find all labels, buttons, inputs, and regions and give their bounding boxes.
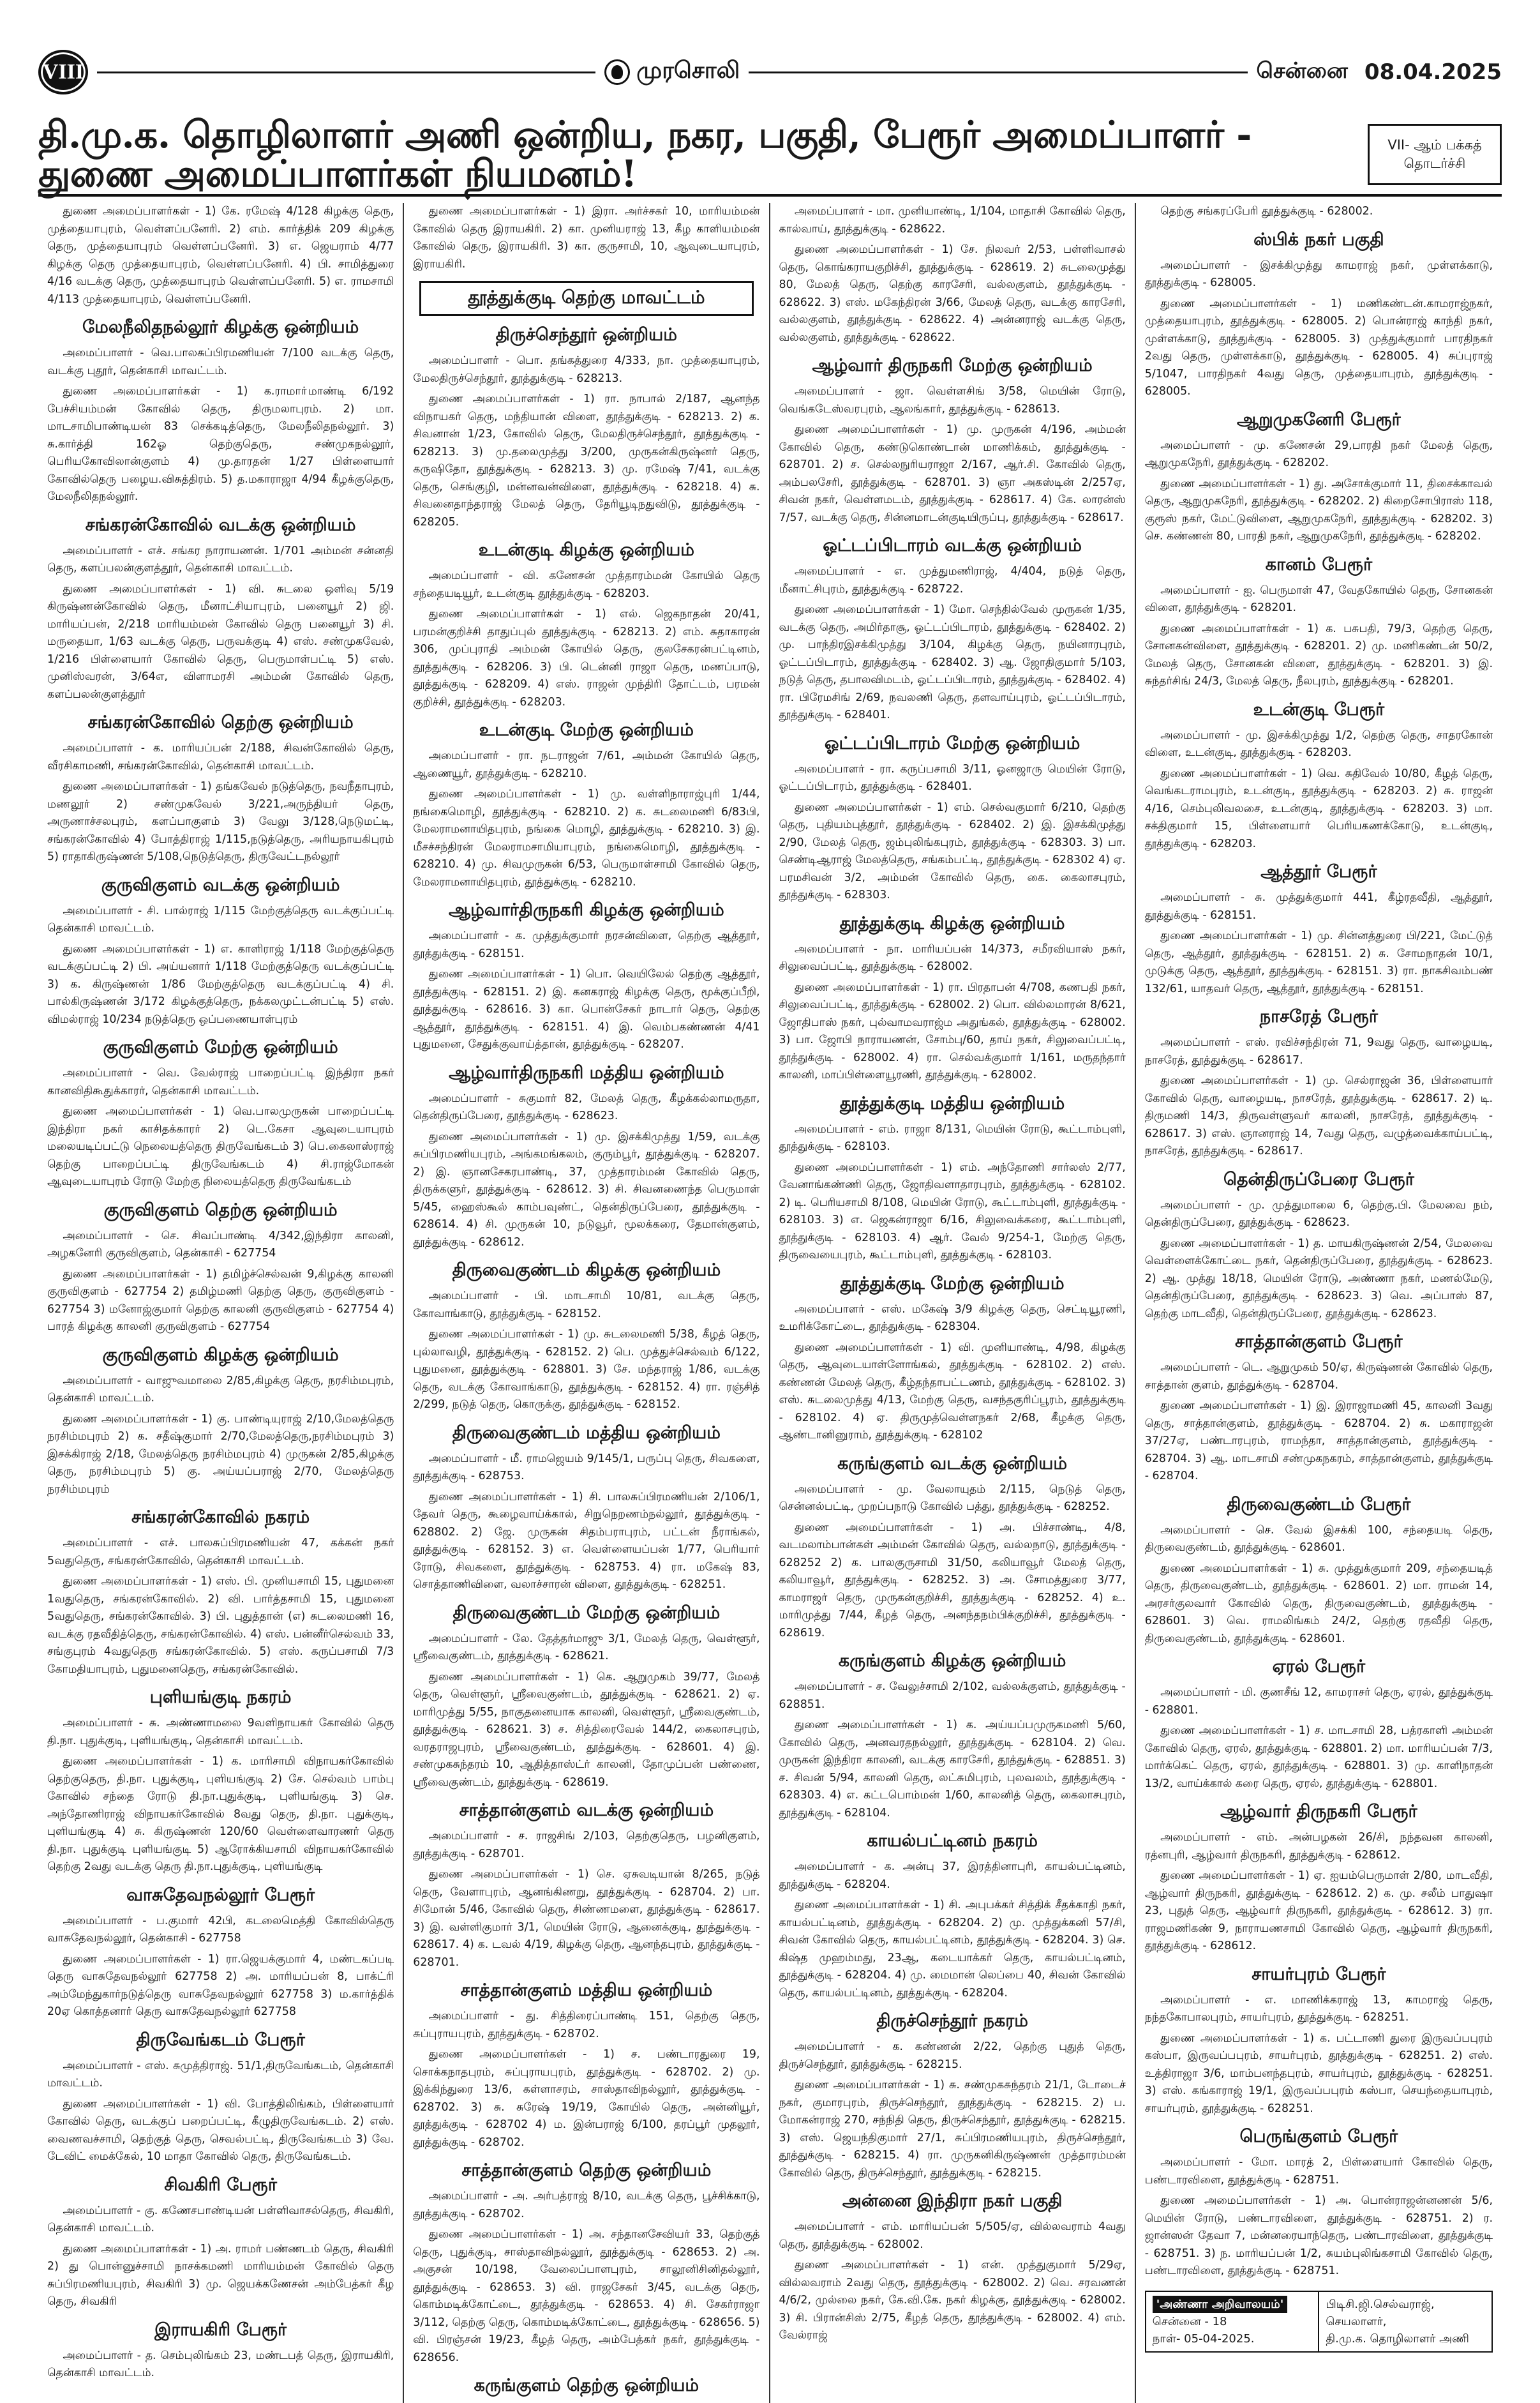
appointment-entry: துணை அமைப்பாளர்கள் - 1) வெ.பாலமுருகன் பாறைப்பட்டி இந்திரா நகர் காசிதக்காரர் 2) டெ.கேசா ஆவுடையாபுரம் மலையடிப்பட்டு நெலையத்தெரு திருவேங்கடம் 3) பெ.கைலாஸ்ராஜ் தெற்கு பாறைப்பட்டி திருவேங்கடம் 4) சி.ராஜ்மோகன் ஆவுடையாபுரம் ரோடு மேற்கு நிலையத்தெரு திருவேங்கடம் xyxy=(47,1105,394,1188)
appointment-entry: துணை அமைப்பாளர்கள் - 1) எல். ஜெகநாதன் 20/41, பரமன்குறிச்சி தாதுப்புல் தூத்துக்குடி - 628213. 2) எம். சுதாகாரன் 306, முப்புராதி அம்மன் கோயில் தெரு, குலசேகரன்பட்டினம், தூத்துக்குடி - 628206. 3) பி. டென்னி ராஜா தெரு, மணப்பாடு, தூத்துக்குடி - 628209. 4) எஸ். ராஜன் முந்திரி தோட்டம், பரமன் குறிச்சி, தூத்துக்குடி - 628203. xyxy=(413,608,760,709)
section-heading: குருவிகுளம் மேற்கு ஒன்றியம் xyxy=(103,1037,338,1057)
masthead-title: முரசொலி xyxy=(636,57,740,84)
appointment-entry: அமைப்பாளர் - சு. அண்ணாமலை 9வளிநாயகர் கோவில் தெரு தி.நா. புதுக்குடி, புளியங்குடி, தென்காசி மாவட்டம். xyxy=(47,1717,394,1747)
appointment-entry: அமைப்பாளர் - வாஜுவமாலை 2/85,கிழக்கு தெரு, நரசிம்மபுரம், தென்காசி மாவட்டம். xyxy=(47,1374,394,1405)
appointment-entry: துணை அமைப்பாளர்கள் - 1) இரா. அர்ச்சகர் 10, மாரியம்மன் கோவில் தெரு இராயகிரி. 2) கா. முனியராஜ் 13, கீழ காளியம்மன் கோவில் தெரு, இராயகிரி. 3) கா. குருசாமி, 10, ஆவுடையாபுரம், இராயகிரி. xyxy=(413,205,760,271)
appointment-entry: துணை அமைப்பாளர்கள் - 1) ச. மாடசாமி 28, பத்ரகாளி அம்மன் கோவில் தெரு, ஏரல், தூத்துக்குடி - 628801. 2) மா. மாரியப்பன் 7/3, மார்க்கெட் தெரு, ஏரல், தூத்துக்குடி - 628801. 3) மு. காளிநாதன் 13/2, வாய்க்கால் கரை தெரு, ஏரல், தூத்துக்குடி - 628801. xyxy=(1144,1724,1493,1790)
section-heading: கருங்குளம் தெற்கு ஒன்றியம் xyxy=(474,2376,699,2395)
signatory-title: செயலாளர், xyxy=(1326,2314,1387,2328)
section-heading: ஆழ்வார் திருநகரி மேற்கு ஒன்றியம் xyxy=(812,356,1093,375)
section-heading: ஆழ்வார்திருநகரி கிழக்கு ஒன்றியம் xyxy=(448,900,724,920)
appointment-entry: அமைப்பாளர் - எச். பாலசுப்பிரமணியன் 47, கக்கன் நகர் 5வதுதெரு, சங்கரன்கோவில், தென்காசி மாவட்டம். xyxy=(47,1537,394,1567)
appointment-entry: அமைப்பாளர் - மு. முத்துமாலை 6, தெற்கு.பி. மேலவை நம், தென்திருப்பேரை, தூத்துக்குடி - 628623. xyxy=(1144,1198,1493,1229)
issue-date: 08.04.2025 xyxy=(1364,59,1502,85)
appointment-entry: அமைப்பாளர் - ஐ. பெருமாள் 47, வேதகோயில் தெரு, சோனகன் விளை, தூத்துக்குடி - 628201. xyxy=(1144,584,1493,614)
appointment-entry: அமைப்பாளர் - வெ. வேல்ராஜ் பாறைப்பட்டி இந்திரா நகர் கானவிதிகூதுக்காரர், தென்காசி மாவட்டம். xyxy=(47,1067,394,1097)
section-heading: சாத்தான்குளம் தெற்கு ஒன்றியம் xyxy=(461,2160,712,2180)
column-4 xyxy=(1136,203,1502,2403)
appointment-entry: துணை அமைப்பாளர்கள் - 1) மு. சுடலைமணி 5/38, கீழத் தெரு, புல்லாவழி, தூத்துக்குடி - 628152. 2) பெ. முத்துச்செல்வம் 6/122, புதுமனை, தூத்துக்குடி - 628801. 3) சே. மந்தராஜ் 1/86, வடக்கு தெரு, வடக்கு கோவாங்காடு, தூத்துக்குடி - 628152. 4) ரா. ரஞ்சித் 2/299, நடுத் தெரு, கொருக்கு, தூத்துக்குடி - 628152. xyxy=(413,1328,760,1411)
appointment-entry: துணை அமைப்பாளர்கள் - 1) தமிழ்ச்செல்வன் 9,கிழக்கு காலனி குருவிகுளம் - 627754 2) தமிழ்மணி தெற்கு தெரு, குருவிகுளம் - 627754 3) மனோஜ்குமார் தெற்கு காலனி குருவிகுளம் - 627754 4) பாரத் கிழக்கு காலனி குருவிகுளம் - 627754 xyxy=(47,1267,394,1333)
section-heading: வாசுதேவநல்லூர் பேரூர் xyxy=(126,1885,315,1905)
appointment-entry: அமைப்பாளர் - சு. முத்துக்குமார் 441, கீழ்ரதவீதி, ஆத்தூர், தூத்துக்குடி - 628151. xyxy=(1144,891,1493,922)
appointment-entry: அமைப்பாளர் - செ. வேல் இசக்கி 100, சந்தையடி தெரு, திருவைகுண்டம், தூத்துக்குடி - 628601. xyxy=(1144,1523,1493,1554)
appointment-entry: துணை அமைப்பாளர்கள் - 1) சு. சண்முகசுந்தரம் 21/1, டோடைச் நகர், குமாரபுரம், திருச்செந்தூர், தூத்துக்குடி - 628215. 2) ப. மோகன்ராஜ் 270, சந்நிதி தெரு, திருச்செந்தூர், தூத்துக்குடி - 628215. 3) எஸ். ஜெயந்திகுமார் 27/1, சுப்பிரமணியபுரம், திருச்செந்தூர், தூத்துக்குடி - 628215. 4) ரா. முருகனிகிருஷ்ணன் முத்தாரம்மன் கோவில் தெரு, திருச்செந்தூர், தூத்துக்குடி - 628215. xyxy=(779,2079,1126,2180)
appointment-entry: அமைப்பாளர் - ரா. கருப்பசாமி 3/11, ஓனஜாரு மெயின் ரோடு, ஓட்டப்பிடாரம், தூத்துக்குடி - 628401. xyxy=(779,762,1126,793)
section-heading: திருவேங்கடம் பேரூர் xyxy=(136,2030,305,2050)
appointment-entry: துணை அமைப்பாளர்கள் - 1) எம். அந்தோணி சார்லஸ் 2/77, வேனாங்கண்ணி தெரு, ஜோதிவளாதாரபுரம், தூத்துக்குடி - 628102. 2) டி. பெரியசாமி 8/108, மெயின் ரோடு, கூட்டாம்புளி, தூத்துக்குடி - 628103. 3) எ. ஜெகன்ராஜா 6/16, சிலுவைக்கரை, கூட்டாம்புளி, தூத்துக்குடி - 628103. 4) ஆர். வேல் 9/254-1, மேற்கு தெரு, திருவையைபுரம், கூட்டாம்புளி, தூத்துக்குடி - 628103. xyxy=(779,1161,1126,1262)
section-heading: சங்கரன்கோவில் வடக்கு ஒன்றியம் xyxy=(85,515,356,535)
appointment-entry: துணை அமைப்பாளர்கள் - 1) க. மாரிசாமி விநாயகர்கோவில் தெற்குதெரு, தி.நா. புதுக்குடி, புளியங்குடி 2) சே. செல்வம் பாம்பு கோவில் சந்தை ரோடு தி.நா.புதுக்குடி, புளியங்குடி 3) செ. அந்தோணிராஜ் விநாயகர்கோவில் 8வது தெரு, தி.நா. புதுக்குடி, புளியங்குடி 4) சு. கிருஷ்ணன் 120/60 வெள்ளைவாரணர் தெரு தி.நா. புதுக்குடி புளியங்குடி 5) ஆரோக்கியசாமி விநாயகர்கோவில் தெற்கு 2வது வடக்கு தெரு தி.நா.புதுக்குடி, புளியங்குடி xyxy=(47,1755,394,1873)
headline-row xyxy=(38,115,1502,197)
section-heading: திருவைகுண்டம் மத்திய ஒன்றியம் xyxy=(452,1422,721,1443)
signature-box xyxy=(1145,2291,1493,2353)
section-heading: இராயகிரி பேரூர் xyxy=(154,2319,287,2340)
appointment-entry: அமைப்பாளர் - எச். சங்கர நாராயணன். 1/701 அம்மன் சன்னதி தெரு, களப்பலன்குளத்தூர், தென்காசி மாவட்டம். xyxy=(47,544,394,575)
appointment-entry: துணை அமைப்பாளர்கள் - 1) ச. பண்டாரதுரை 19, சொக்கநாதபுரம், சுப்புராயபுரம், தூத்துக்குடி - 628702. 2) மு. இக்கிந்துரை 13/6, கள்ளாசரம், சாஸ்தாவிநல்லூர், தூத்துக்குடி - 628702. 3) சு. சுரேஷ் 19/19, கோயில் தெரு, அன்னியூர், தூத்துக்குடி - 628702 4) ம. இன்பராஜ் 6/100, தரப்பூர் முதலூர், தூத்துக்குடி - 628702. xyxy=(413,2048,760,2149)
section-heading: ஆழ்வார் திருநகரி பேரூர் xyxy=(1220,1802,1417,1821)
appointment-entry: அமைப்பாளர் - மா. முனியாண்டி, 1/104, மாதாசி கோவில் தெரு, கால்வாய், தூத்துக்குடி - 628622. xyxy=(779,205,1126,236)
issue-date-line: நாள்- 05-04-2025. xyxy=(1152,2331,1255,2346)
section-heading: பெருங்குளம் பேரூர் xyxy=(1239,2127,1398,2146)
appointment-entry: துணை அமைப்பாளர்கள் - 1) க. அய்யப்பமுருகமணி 5/60, கோவில் தெரு, அனவரதநல்லூர், தூத்துக்குடி - 628104. 2) வெ. முருகன் இந்திரா காலனி, வடக்கு காரசேரி, தூத்துக்குடி - 628851. 3) ச. சிவன் 5/94, காலனி தெரு, லட்சுமிபுரம், புலவலம், தூத்துக்குடி - 628303. 4) எ. கட்டபொம்மன் 1/60, காலனித் தெரு, கைலாசபுரம், தூத்துக்குடி - 628104. xyxy=(779,1719,1126,1819)
section-heading: உடன்குடி மேற்கு ஒன்றியம் xyxy=(479,720,694,740)
appointment-entry: துணை அமைப்பாளர்கள் - 1) சே. நிலவர் 2/53, பள்ளிவாசல் தெரு, கொங்கராயகுறிச்சி, தூத்துக்குடி - 628619. 2) சுடலைமுத்து 80, மேலத் தெரு, தெற்கு காரசேரி, வல்லகுளம், தூத்துக்குடி - 628622. 3) எஸ். மகேந்திரன் 3/66, மேலத் தெரு, வடக்கு காரசேரி, வல்லகுளம், தூத்துக்குடி - 628622. 4) அன்னராஜ் வடக்கு தெரு, வல்லகுளம், தூத்துக்குடி - 628622. xyxy=(779,243,1126,344)
section-heading: உடன்குடி பேரூர் xyxy=(1253,699,1385,719)
appointment-entry: துணை அமைப்பாளர்கள் - 1) ஏ. ஐயம்பெருமாள் 2/80, மாடவீதி, ஆழ்வார் திருநகரி, தூத்துக்குடி - 628612. 2) க. மு. சலீம் பாதுஷா 23, புதுத் தெரு, ஆழ்வார் திருநகரி, தூத்துக்குடி - 628612. 3) ரா. ராஜமணிகண் 9, நாராயணசாமி கோவில் தெரு, ஆழ்வார் திருநகரி, தூத்துக்குடி - 628612. xyxy=(1144,1869,1493,1952)
appointment-entry: அமைப்பாளர் - இசக்கிமுத்து காமராஜ் நகர், முள்ளக்காடு, தூத்துக்குடி - 628005. xyxy=(1144,259,1493,289)
appointment-entry: துணை அமைப்பாளர்கள் - 1) மு. வள்ளிநாராஜ்புரி 1/44, நங்கைமொழி, தூத்துக்குடி - 628210. 2) க. சுடலைமணி 6/83பி, மேலராமனாயிதபுரம், நங்கை மொழி, தூத்துக்குடி - 628210. 3) இ. மீசச்சந்திரன் மேலராமசாமியாபுரம், நங்கைமொழி, தூத்துக்குடி - 628210. 4) மு. சிவமுருகன் 6/53, பெருமாள்சாமி கோவில் தெரு, மேலராமனாயிதபுரம், தூத்துக்குடி - 628210. xyxy=(413,788,760,889)
city-name: சென்னை xyxy=(1256,58,1348,84)
appointment-entry: அமைப்பாளர் - எ. மாணிக்கராஜ் 13, காமராஜ் தெரு, நந்தகோபாலபுரம், சாயர்புரம், தூத்துக்குடி - 628251. xyxy=(1144,1993,1493,2024)
section-heading: ஏரல் பேரூர் xyxy=(1272,1657,1366,1676)
appointment-entry: அமைப்பாளர் - மு. கணேசன் 29,பாரதி நகர் மேலத் தெரு, ஆறுமுகநேரி, தூத்துக்குடி - 628202. xyxy=(1144,439,1493,469)
header-rule-right xyxy=(749,72,1247,73)
appointment-entry: துணை அமைப்பாளர்கள் - 1) செ. ஏசுவடியான் 8/265, நடுத் தெரு, வேளாபுரம், ஆனங்கிணறு, தூத்துக்குடி - 628704. 2) பா. சிமோன் 5/46, கோவில் தெரு, சிண்ணமளை, தூத்துக்குடி - 628617. 3) இ. வள்ளிகுமார் 3/1, மெயின் ரோடு, ஆனைக்குடி, தூத்துக்குடி - 628617. 4) க. டவல் 4/19, கிழக்கு தெரு, ஆனந்தபுரம், தூத்துக்குடி - 628701. xyxy=(413,1868,760,1969)
appointment-entry: துணை அமைப்பாளர்கள் - 1) மு. இசக்கிமுத்து 1/59, வடக்கு சுப்பிரமணியபுரம், அங்கமங்கலம், குரும்பூர், தூத்துக்குடி - 628207. 2) இ. ஞானசேகரபாண்டி, 37, முத்தாரம்மன் கோவில் தெரு, திருக்களுர், தூத்துக்குடி - 628612. 3) சி. சிவனணைந்த பெருமாள் 5/45, ஹைஸ்கூல் காம்பவுண்ட், தென்திருப்பேரை, தூத்துக்குடி - 628614. 4) சி. முருகன் 10, நடுவூர், மூலக்கரை, தேமான்குளம், தூத்துக்குடி - 628612. xyxy=(413,1130,760,1249)
appointment-entry: அமைப்பாளர் - வெ.பாலசுப்பிரமணியன் 7/100 வடக்கு தெரு, வடக்கு புதூர், தென்காசி மாவட்டம். xyxy=(47,347,394,377)
section-heading: திருவைகுண்டம் மேற்கு ஒன்றியம் xyxy=(452,1602,721,1623)
appointment-entry: அமைப்பாளர் - ரா. நடராஜன் 7/61, அம்மன் கோயில் தெரு, ஆணையூர், தூத்துக்குடி - 628210. xyxy=(413,750,760,780)
section-heading: காயல்பட்டினம் நகரம் xyxy=(867,1831,1038,1851)
appointment-entry: துணை அமைப்பாளர்கள் - 1) வெ. சுதிவேல் 10/80, கீழத் தெரு, வெங்கடராமபுரம், உடன்குடி, தூத்துக்குடி - 628203. 2) சு. ராஜன் 4/16, செம்புலிவலசை, உடன்குடி, தூத்துக்குடி - 628203. 3) மா. சக்திகுமார் 15, பிள்ளையார் பெரியகணக்கோடு, உடன்குடி, தூத்துக்குடி - 628203. xyxy=(1144,767,1493,850)
section-heading: கருங்குளம் வடக்கு ஒன்றியம் xyxy=(837,1453,1068,1473)
appointment-entry: துணை அமைப்பாளர்கள் - 1) சி. பாலசுப்பிரமணியன் 2/106/1, தேவர் தெரு, கூழைவாய்க்கால், சிறுநெறணம்நல்லூர், தூத்துக்குடி - 628802. 2) ஜே. முருகன் சிதம்பராபுரம், பட்டன் நீராங்கல், தூத்துக்குடி - 628152. 3) எ. வெள்ளையப்பன் 1/77, பெரியார் ரோடு, சிவகளை, தூத்துக்குடி - 628753. 4) ரா. மகேஷ் 83, சொத்தாணிவிளை, வலாச்சாரன் விளை, தூத்துக்குடி - 628251. xyxy=(413,1490,760,1591)
appointment-entry: துணை அமைப்பாளர்கள் - 1) மு. செல்ராஜன் 36, பிள்ளையார் கோவில் தெரு, வாழையடி, நாசரேத், தூத்துக்குடி - 628617. 2) டி. திருமணி 14/3, திருவள்ளுவர் காலனி, நாசரேத், தூத்துக்குடி - 628617. 3) எஸ். ஞானராஜ் 14, 7வது தெரு, வழுத்வைக்காய்பட்டி, நாசரேத், தூத்துக்குடி - 628617. xyxy=(1144,1074,1493,1157)
signatory-name: பிடிசி.ஜி.செல்வராஜ், xyxy=(1326,2297,1435,2311)
appointment-entry: அமைப்பாளர் - மீ. ராமஜெயம் 9/145/1, பருப்பு தெரு, சிவகளை, தூத்துக்குடி - 628753. xyxy=(413,1452,760,1482)
section-heading: சாத்தான்குளம் பேரூர் xyxy=(1235,1332,1403,1352)
appointment-entry: அமைப்பாளர் - எ. முத்துமணிராஜ், 4/404, நடுத் தெரு, மீனாட்சிபுரம், தூத்துக்குடி - 628722. xyxy=(779,565,1126,596)
appointment-entry: துணை அமைப்பாளர்கள் - 1) து. அசோக்குமார் 11, திசைக்காவல் தெரு, ஆறுமுகநேரி, தூத்துக்குடி - 628202. 2) கிறைசோபிராஸ் 118, குரூஸ் நகர், மேட்டுவிளை, ஆறுமுகநேரி, தூத்துக்குடி - 628202. 3) செ. கண்ணன் 80, பாரதி நகர், ஆறுமுகநேரி, தூத்துக்குடி - 628202. xyxy=(1144,477,1493,543)
article-columns xyxy=(38,203,1502,2395)
appointment-entry: அமைப்பாளர் - எஸ். ரவிச்சந்திரன் 71, 9வது தெரு, வாழையடி, நாசரேத், தூத்துக்குடி - 628617. xyxy=(1144,1036,1493,1067)
section-heading: கானம் பேரூர் xyxy=(1265,554,1373,575)
section-heading: அன்னை இந்திரா நகர் பகுதி xyxy=(842,2191,1063,2211)
section-heading: சங்கரன்கோவில் நகரம் xyxy=(131,1507,310,1527)
appointment-entry: துணை அமைப்பாளர்கள் - 1) எம். செல்வகுமார் 6/210, தெற்கு தெரு, புதியம்புத்தூர், தூத்துக்குடி - 628402. 2) இ. இசக்கிமுத்து 2/90, மேலத் தெரு, ஜம்புலிங்கபுரம், தூத்துக்குடி - 628303. 3) பா. செண்டிஆராஜ் மேலத்தெரு, சங்கம்பட்டி, தூத்துக்குடி - 628302 4) ஏ. பரமசிவன் 3/2, அம்மன் கோவில் தெரு, கை. கைலாசபுரம், தூத்துக்குடி - 628303. xyxy=(779,801,1126,901)
appointment-entry: அமைப்பாளர் - மோ. மாரத் 2, பிள்ளையார் கோவில் தெரு, பண்டாரவிளை, தூத்துக்குடி - 628751. xyxy=(1144,2156,1493,2187)
appointment-entry: துணை அமைப்பாளர்கள் - 1) வி. சுடலை ஒளிவு 5/19 கிருஷ்ணன்கோவில் தெரு, மீனாட்சியாபுரம், பனையூர் 2) ஜி. மாரியப்பன், 2/218 மாரியம்மன் கோவில் தெரு பனையூர் 3) சி. மருதையா, 1/63 வடக்கு தெரு, பருவக்குடி 4) எஸ். சண்முகவேல், 1/216 பிள்ளையார் கோவில் தெரு, பெருமாள்பட்டி 5) எஸ். முனிஸ்வரன், 3/64எ, விளாமரசி அம்மன் கோவில் தெரு, களப்பலன்குளத்தூர் xyxy=(47,582,394,701)
appointment-entry: அமைப்பாளர் - நா. மாரியப்பன் 14/373, சமீரவியாஸ் நகர், சிலுவைப்பட்டி, தூத்துக்குடி - 628002. xyxy=(779,942,1126,973)
district-heading-box: தூத்துக்குடி தெற்கு மாவட்டம் xyxy=(419,281,753,316)
section-heading: சங்கரன்கோவில் தெற்கு ஒன்றியம் xyxy=(87,712,354,732)
appointment-entry: தெற்கு சங்கரப்பேரி தூத்துக்குடி - 628002. xyxy=(1160,205,1373,218)
appointment-entry: அமைப்பாளர் - பொ. தங்கத்துரை 4/333, நா. முத்தையாபுரம், மேலதிருச்செந்தூர், தூத்துக்குடி - 628213. xyxy=(413,354,760,385)
section-heading: ஸ்பிக் நகர் பகுதி xyxy=(1253,229,1384,250)
appointment-entry: அமைப்பாளர் - கு. கணேசபாண்டியன் பள்ளிவாசல்தெரு, சிவகிரி, தென்காசி மாவட்டம். xyxy=(47,2204,394,2234)
section-heading: சிவகிரி பேரூர் xyxy=(164,2174,277,2195)
page-header xyxy=(38,50,1502,94)
appointment-entry: துணை அமைப்பாளர்கள் - 1) இ. இராஜாமணி 45, காலனி 3வது தெரு, சாத்தான்குளம், தூத்துக்குடி - 628704. 2) சு. மகாராஜன் 37/27ஏ, பண்டாரபுரம், ராமந்தா, சாத்தான்குளம், தூத்துக்குடி - 628704. 3) ஆ. மாடசாமி சண்முகநகரம், சாத்தான்குளம், தூத்துக்குடி - 628704. xyxy=(1144,1399,1493,1482)
section-heading: குருவிகுளம் தெற்கு ஒன்றியம் xyxy=(103,1200,338,1220)
appointment-entry: அமைப்பாளர் - மி. குணசீங் 12, காமராசர் தெரு, ஏரல், தூத்துக்குடி - 628801. xyxy=(1144,1686,1493,1717)
rising-sun-logo-icon xyxy=(604,59,630,85)
signature-place-date xyxy=(1146,2292,1320,2351)
column-1 xyxy=(38,203,404,2403)
appointment-entry: அமைப்பாளர் - டெ. ஆறுமுகம் 50/ஏ, கிருஷ்ணன் கோவில் தெரு, சாத்தான் குளம், தூத்துக்குடி - 628704. xyxy=(1144,1361,1493,1392)
appointment-entry: துணை அமைப்பாளர்கள் - 1) என். முத்துகுமார் 5/29ஏ, வில்லவராம் 2வது தெரு, தூத்துக்குடி - 628002. 2) வெ. சரவணன் 4/6/2, முல்லை நகர், கே.வி.கே. நகர் கிழக்கு, தூத்துக்குடி - 628002. 3) சி. பிரான்சிஸ் 2/75, கீழத் தெரு, தூத்துக்குடி - 628002. 4) எம். வேல்ராஜ் xyxy=(779,2259,1126,2342)
section-heading: தூத்துக்குடி கிழக்கு ஒன்றியம் xyxy=(839,913,1065,933)
appointment-entry: அமைப்பாளர் - செ. சிவப்பாண்டி 4/342,இந்திரா காலனி, அழகனேரி குருவிகுளம், தென்காசி - 627754 xyxy=(47,1229,394,1260)
appointment-entry: துணை அமைப்பாளர்கள் - 1) த. மாயகிருஷ்ணன் 2/54, மேலவை வெள்ளைக்கோட்டை நகர், தென்திருப்பேரை, தூத்துக்குடி - 628623. 2) ஆ. முத்து 18/18, மெயின் ரோடு, அண்ணா நகர், மணல்மேடு, தென்திருப்பேரை, தூத்துக்குடி - 628623. 3) வெ. அப்பாஸ் 87, தெற்கு மாடவீதி, தென்திருப்பேரை, தூத்துக்குடி - 628623. xyxy=(1144,1237,1493,1320)
appointment-entry: துணை அமைப்பாளர்கள் - 1) மணிகண்டன்.காமராஜ்நகர், முத்தையாபுரம், தூத்துக்குடி - 628005. 2) பொன்ராஜ் காந்தி நகர், முள்ளக்காடு, தூத்துக்குடி - 628005. 3) முத்துக்குமார் பாரதிநகர் 2வது தெரு, முள்ளக்காடு, தூத்துக்குடி - 628005. 4) சுப்புராஜ் 5/1047, பாரதிநகர் 4வது தெரு, முத்தையாபுரம், தூத்துக்குடி - 628005. xyxy=(1144,297,1493,398)
appointment-entry: துணை அமைப்பாளர்கள் - 1) அ. பிச்சாண்டி, 4/8, வடமலாம்பான்கள் அம்மன் கோவில் தெரு, வல்லநாடு, தூத்துக்குடி - 628252 2) க. பாலகுருசாமி 31/50, கலியாவூர் மேலத் தெரு, கலியாவூர், தூத்துக்குடி - 628252. 3) அ. சோமத்துரை 3/77, காமராஜர் தெரு, முருகன்குறிச்சி, தூத்துக்குடி - 628252. 4) உ. மாரிமுத்து 7/44, கீழத் தெரு, அனந்தநம்பிக்குறிச்சி, தூத்துக்குடி - 628619. xyxy=(779,1521,1126,1639)
appointment-entry: துணை அமைப்பாளர்கள் - 1) க.ராமாா்மாண்டி 6/192 பேச்சியம்மன் கோவில் தெரு, திருமலாபுரம். 2) மா. மாடசாமிபாண்டியன் 83 செக்கடித்தெரு, மேலநீலிதநல்லூர். 3) சு.கார்த்தி 162ஓ தெற்குதெரு, சண்முகநல்லூர், பெரியகோவிலான்குளம் 4) மு.தாரதன் 1/27 பிள்ளையார் கோவில்தெரு பழைய.விசுத்திரம். 5) த.மகாராஜா 4/94 கீழக்குதெரு, மேலநீலிதநல்லூர். xyxy=(47,385,394,503)
appointment-entry: அமைப்பாளர் - வி. கணேசன் முத்தாரம்மன் கோயில் தெரு சந்தையடியூர், உடன்குடி தூத்துக்குடி - 628203. xyxy=(413,569,760,600)
section-heading: ஆத்தூர் பேரூர் xyxy=(1260,862,1377,882)
appointment-entry: அமைப்பாளர் - எம். அன்பழகன் 26/சி, நந்தவன காலனி, ரத்னபுரி, ஆழ்வார் திருநகரி, தூத்துக்குடி - 628612. xyxy=(1144,1831,1493,1862)
appointment-entry: துணை அமைப்பாளர்கள் - 1) எ. காளிராஜ் 1/118 மேற்குத்தெரு வடக்குப்பட்டி 2) பி. அய்யனார் 1/118 மேற்குத்தெரு வடக்குப்பட்டி 3) க. கிருஷ்ணன் 1/86 மேற்குத்தெரு வடக்குப்பட்டி 4) சி. பால்கிருஷ்ணன் 3/172 கிழக்குத்தெரு, நக்கலமுட்டன்பட்டி 5) எஸ். விமல்ராஜ் 10/234 நடுத்தெரு ஒப்பணையாள்புரம் xyxy=(47,942,394,1026)
column-3 xyxy=(770,203,1136,2403)
appointment-entry: அமைப்பாளர் - க. மாரியப்பன் 2/188, சிவன்கோவில் தெரு, வீரசிகாமணி, சங்கரன்கோவில், தென்காசி மாவட்டம். xyxy=(47,742,394,772)
appointment-entry: துணை அமைப்பாளர்கள் - 1) எஸ். பி. முனியசாமி 15, புதுமனை 1வதுதெரு, சங்கரன்கோவில். 2) வி. பார்த்தசாமி 15, புதுமனை 5வதுதெரு, சங்கரன்கோவில். 3) பி. புதுத்தான் (எ) சுடலைமணி 16, வடக்கு ரதவீதித்தெரு, சங்கரன்கோவில். 4) எஸ். பன்னீர்செல்வம் 33, சங்குபுரம் 4வதுதெரு சங்கரன்கோவில். 5) எஸ். கருப்பசாமி 7/3 கோமதியாபுரம், புதுமனைதெரு, சங்கரன்கோவில். xyxy=(47,1575,394,1676)
appointment-entry: துணை அமைப்பாளர்கள் - 1) க. பட்டாணி துரை இருவப்பபுரம் கஸ்பா, இருவப்பபுரம், சாயர்புரம், தூத்துக்குடி - 628251. 2) எஸ். உத்திராஜா 3/6, மாம்பனந்தபுரம், சாயர்புரம், தூத்துக்குடி - 628251. 3) எஸ். கங்காராஜ் 19/1, இருவப்பபுரம் கஸ்பா, செயந்தையாபுரம், சாயர்புரம், தூத்துக்குடி - 628251. xyxy=(1144,2031,1493,2115)
appointment-entry: துணை அமைப்பாளர்கள் - 1) தங்கவேல் நடுத்தெரு, நவநீதாபுரம், மணலூர் 2) சண்முகவேல் 3/221,அருந்தியர் தெரு, அருணாச்சலபுரம், களப்பாகுளம் 3) வேலு 3/128,நெடுமட்டி, சங்கரன்கோவில் 4) போத்திராஜ் 1/115,நடுத்தெரு, அரியநாயகிபுரம் 5) ராதாகிருஷ்ணன் 5/108,நெடுத்தெரு, திருவேட்டநல்லூர் xyxy=(47,780,394,863)
appointment-entry: துணை அமைப்பாளர்கள் - 1) ரா. பிரதாபன் 4/708, கணபதி நகர், சிலுவைப்பட்டி, தூத்துக்குடி - 628002. 2) பொ. வில்லமாரன் 8/621, ஜோதிபாஸ் நகர், புல்வாமவராஜ்ம அதுங்கல், தூத்துக்குடி - 628002. 3) பா. ஜோபி நாராயணன், சோம்பு/60, தாய் நகர், சிலுவைப்பட்டி, தூத்துக்குடி - 628002. 4) ரா. செல்வக்குமார் 1/161, மருதந்தார் காலனி, மாப்பிள்ளையூரணி, தூத்துக்குடி - 628002. xyxy=(779,981,1126,1081)
section-heading: குருவிகுளம் வடக்கு ஒன்றியம் xyxy=(101,875,340,895)
appointment-entry: அமைப்பாளர் - எம். மாரியப்பன் 5/505/ஏ, வில்லவராம் 4வது தெரு, தூத்துக்குடி - 628002. xyxy=(779,2220,1126,2251)
section-heading: தூத்துக்குடி மத்திய ஒன்றியம் xyxy=(839,1093,1065,1113)
section-heading: சாத்தான்குளம் வடக்கு ஒன்றியம் xyxy=(459,1800,714,1820)
appointment-entry: அமைப்பாளர் - பி. மாடசாமி 10/81, வடக்கு தெரு, கோவாங்காடு, தூத்துக்குடி - 628152. xyxy=(413,1290,760,1320)
appointment-entry: அமைப்பாளர் - எம். ராஜா 8/131, மெயின் ரோடு, கூட்டாம்புளி, தூத்துக்குடி - 628103. xyxy=(779,1122,1126,1153)
section-heading: ஆழ்வார்திருநகரி மத்திய ஒன்றியம் xyxy=(449,1062,724,1083)
appointment-entry: துணை அமைப்பாளர்கள் - 1) மு. முருகன் 4/196, அம்மன் கோவில் தெரு, கண்டுகொண்டான் மாணிக்கம், தூத்துக்குடி - 628701. 2) ச. செல்லநுரியராஜா 2/167, ஆர்.சி. கோவில் தெரு, அம்பலசேரி, தூத்துக்குடி - 628701. 3) ஞா அகஸ்டின் 2/257ஏ, சிவன் நகர், வெள்ளமடம், தூத்துக்குடி - 628617. 4) கே. லாரன்ஸ் 7/57, வடக்கு தெரு, சின்னமாடன்குடியிருப்பு, தூத்துக்குடி - 628617. xyxy=(779,423,1126,524)
appointment-entry: அமைப்பாளர் - அ. அர்பத்ராஜ் 8/10, வடக்கு தெரு, பூச்சிக்காடு, தூத்துக்குடி - 628702. xyxy=(413,2190,760,2220)
appointment-entry: துணை அமைப்பாளர்கள் - 1) கே. ரமேஷ் 4/128 கிழக்கு தெரு, முத்தையாபுரம், வெள்ளப்பனேரி. 2) எம். கார்த்திக் 209 கிழக்கு தெரு, முத்தையாபுரம் வெள்ளப்பனேரி. 3) எ. ஜெயராம் 4/77 கிழக்கு தெரு முத்தையாபுரம், வெள்ளப்பனேரி. 4) பி. சாமித்துரை 4/16 வடக்கு தெரு, முத்தையாபுரம் வெள்ளப்பனேரி. 5) எ. ராமசாமி 4/113 முத்தையாபுரம், வெள்ளப்பனேரி. xyxy=(47,205,394,306)
section-heading: சாயர்புரம் பேரூர் xyxy=(1252,1964,1386,1984)
section-heading: திருவைகுண்டம் பேரூர் xyxy=(1227,1494,1411,1514)
appointment-entry: துணை அமைப்பாளர்கள் - 1) க. பசுபதி, 79/3, தெற்கு தெரு, சோனகன்விளை, தூத்துக்குடி - 628201. 2) மு. மணிகண்டன் 50/2, மேலத் தெரு, சோனகன் விளை, தூத்துக்குடி - 628201. 3) இ. சுந்தர்சிங் 24/3, மேலத் தெரு, நீலபுரம், தூத்துக்குடி - 628201. xyxy=(1144,622,1493,688)
column-2 xyxy=(404,203,770,2403)
continued-box xyxy=(1368,124,1502,185)
appointment-entry: அமைப்பாளர் - மு. இசக்கிமுத்து 1/2, தெற்கு தெரு, சாதரகோன் விளை, உடன்குடி, தூத்துக்குடி - 628203. xyxy=(1144,728,1493,759)
section-heading: ஆறுமுகனேரி பேரூர் xyxy=(1236,409,1401,430)
appointment-entry: துணை அமைப்பாளர்கள் - 1) சி. அபுபக்கர் சித்திக் சீதக்காதி நகர், காயல்பட்டினம், தூத்துக்குடி - 628204. 2) மு. முத்துக்கனி 57/சி, சிவன் கோவில் தெரு, காயல்பட்டினம், தூத்துக்குடி - 628204. 3) செ. கிஷ்த முஹம்மது, 23ஆ, கடையாக்கர் தெரு, காயல்பட்டினம், தூத்துக்குடி - 628204. 4) மு. மைமான் லெப்பை 40, சிவன் கோவில் தெரு, காயல்பட்டினம், தூத்துக்குடி - 628204. xyxy=(779,1899,1126,2000)
appointment-entry: அமைப்பாளர் - சி. பால்ராஜ் 1/115 மேற்குத்தெரு வடக்குப்பட்டி தென்காசி மாவட்டம். xyxy=(47,904,394,935)
appointment-entry: அமைப்பாளர் - து. சித்திரைப்பாண்டி 151, தெற்கு தெரு, சுப்புராயபுரம், தூத்துக்குடி - 628702. xyxy=(413,2010,760,2040)
section-heading: புளியங்குடி நகரம் xyxy=(149,1687,292,1707)
page-number: VIII xyxy=(38,50,88,94)
issuing-city: சென்னை - 18 xyxy=(1152,2314,1227,2328)
appointment-entry: துணை அமைப்பாளர்கள் - 1) மு. சின்னத்துரை பி/221, மேட்டுத் தெரு, ஆத்தூர், தூத்துக்குடி - 628151. 2) சு. சோமநாதன் 10/1, முடுக்கு தெரு, ஆத்தூர், தூத்துக்குடி - 628151. 3) ரா. நாகசிவம்பண் 132/61, யாதவர் தெரு, ஆத்தூர், தூத்துக்குடி - 628151. xyxy=(1144,930,1493,995)
signatory xyxy=(1319,2292,1491,2351)
section-heading: தூத்துக்குடி மேற்கு ஒன்றியம் xyxy=(840,1273,1065,1293)
appointment-entry: அமைப்பாளர் - சுகுமார் 82, மேலத் தெரு, கீழக்கல்லாமருதா, தென்திருப்பேரை, தூத்துக்குடி - 628623. xyxy=(413,1092,760,1122)
section-heading: திருச்செந்தூர் நகரம் xyxy=(876,2011,1028,2031)
appointment-entry: அமைப்பாளர் - ச. வேலுச்சாமி 2/102, வல்லக்குளம், தூத்துக்குடி - 628851. xyxy=(779,1680,1126,1711)
issuing-office: 'அண்ணா அறிவாலயம்' xyxy=(1153,2296,1288,2313)
appointment-entry: துணை அமைப்பாளர்கள் - 1) அ. ராமர் பண்ணடம் தெரு, சிவகிரி 2) து பொன்னுச்சாமி நாசக்கமணி மாரியம்மன் கோவில் தெரு சுப்பிரமணியபுரம், சிவகிரி 3) மு. ஜெயக்கணேசன் அம்பேத்கர் கீழ தெரு, சிவகிரி xyxy=(47,2242,394,2308)
appointment-entry: அமைப்பாளர் - க. கண்ணன் 2/22, தெற்கு புதுத் தெரு, திருச்செந்தூர், தூத்துக்குடி - 628215. xyxy=(779,2040,1126,2071)
section-heading: குருவிகுளம் கிழக்கு ஒன்றியம் xyxy=(102,1345,339,1365)
main-headline: தி.மு.க. தொழிலாளர் அணி ஒன்றிய, நகர, பகுதி, பேரூர் அமைப்பாளர் - துணை அமைப்பாளர்கள் நியமனம்! xyxy=(38,113,1252,195)
appointment-entry: அமைப்பாளர் - ச. ராஜசிங் 2/103, தெற்குதெரு, பழனிகுளம், தூத்துக்குடி - 628701. xyxy=(413,1830,760,1860)
appointment-entry: துணை அமைப்பாளர்கள் - 1) ரா. நாபால் 2/187, ஆனந்த விநாயகர் தெரு, மந்தியான் விளை, தூத்துக்குடி - 628213. 2) க. சிவனான் 1/23, கோவில் தெரு, மேலதிருச்செந்தூர், தூத்துக்குடி - 628213. 3) மு.தலைமுத்து 3/200, முருகன்கிருஷ்னர் தெரு, கருஷிதோ, தூத்துக்குடி - 628213. 3) மு. ரமேஷ் 7/41, வடக்கு தெரு, செங்குழி, மன்னவன்விளை, தூத்துக்குடி - 628218. 4) சு. சிவனைதாந்தராஜ் மேலத் தெரு, தேரியூடிநதுவிடு, தூத்துக்குடி - 628205. xyxy=(413,393,760,529)
appointment-entry: அமைப்பாளர் - க. அன்பு 37, இரத்தினாபுரி, காயல்பட்டினம், தூத்துக்குடி - 628204. xyxy=(779,1860,1126,1891)
section-heading: நாசரேத் பேரூர் xyxy=(1259,1007,1378,1027)
appointment-entry: அமைப்பாளர் - எஸ். சுமுத்திராஜ். 51/1,திருவேங்கடம், தென்காசி மாவட்டம். xyxy=(47,2059,394,2090)
appointment-entry: துணை அமைப்பாளர்கள் - 1) வி. போத்திலிங்கம், பிள்ளையார் கோவில் தெரு, வடக்குப் பறைப்பட்டி, கீழுதிருவேங்கடம். 2) எஸ். வைணவச்சாமி, தெற்குத் தெரு, செவல்பட்டி, திருவேங்கடம் 3) வே. டேவிட் மைக்கேல், 10 மாதா கோவில் தெரு, திருவேங்கடம். xyxy=(47,2097,394,2163)
appointment-entry: அமைப்பாளர் - க. முத்துக்குமார் நரசன்விளை, தெற்கு ஆத்தூர், தூத்துக்குடி - 628151. xyxy=(413,930,760,960)
appointment-entry: அமைப்பாளர் - எஸ். மகேஷ் 3/9 கிழக்கு தெரு, செட்டியூரணி, உமரிக்கோட்டை, தூத்துக்குடி - 628304. xyxy=(779,1302,1126,1333)
section-heading: மேலநீலிதநல்லூர் கிழக்கு ஒன்றியம் xyxy=(82,317,359,337)
section-heading: திருச்செந்தூர் ஒன்றியம் xyxy=(495,325,677,345)
appointment-entry: துணை அமைப்பாளர்கள் - 1) வி. முனியாண்டி, 4/98, கிழக்கு தெரு, ஆவுடையாள்ளோங்கல், தூத்துக்குடி - 628102. 2) எஸ். கண்ணன் மேலத் தெரு, கீழ்தந்தாபட்டணம், தூத்துக்குடி - 628102. 3) எஸ். சுடலைமுத்து 4/13, மேற்கு தெரு, வசந்தகுரிப்பூரம், தூத்துக்குடி - 628102. 4) ஏ. திருமுத்வெள்ளநகர் 2/68, கீழக்கு தெரு, ஆண்டானினுராம், தூத்துக்குடி - 628102 xyxy=(779,1341,1126,1442)
continued-line2: தொடர்ச்சி xyxy=(1403,156,1466,171)
section-heading: தென்திருப்பேரை பேரூர் xyxy=(1223,1169,1414,1189)
appointment-entry: துணை அமைப்பாளர்கள் - 1) பொ. வெயிலேல் தெற்கு ஆத்தூர், தூத்துக்குடி - 628151. 2) இ. கனகராஜ் கிழக்கு தெரு, மூக்குப்பீறி, தூத்துக்குடி - 628616. 3) கா. பொன்சேகர் நாடார் தெரு, தெற்கு ஆத்தூர், தூத்துக்குடி - 628151. 4) இ. வெம்பகண்ணன் 4/41 புதுமனை, சேதுக்குவாய்த்தான், தூத்துக்குடி - 628207. xyxy=(413,968,760,1051)
appointment-entry: துணை அமைப்பாளர்கள் - 1) அ. சந்தானசேவியர் 33, தெற்குத் தெரு, புதுக்குடி, சாஸ்தாவிநல்லூர், தூத்துக்குடி - 628653. 2) அ. அகுசன் 10/198, வேலைப்பாளபுரம், சாலூனிசினிதல்லூர், தூத்துக்குடி - 628653. 3) வி. ராஜசேகர் 3/45, வடக்கு தெரு, கொம்மடிக்கோட்டை, தூத்துக்குடி - 628653. 4) சி. சேகர்ராஜா 3/112, தெற்கு தெரு, கொம்மடிக்கோட்டை, தூத்துக்குடி - 628656. 5) வி. பிரஞ்சன் 19/23, கீழத் தெரு, அம்பேத்கர் நகர், தூத்துக்குடி - 628656. xyxy=(413,2228,760,2364)
appointment-entry: துணை அமைப்பாளர்கள் - 1) சு. முத்துக்குமார் 209, சந்தையடித் தெரு, திருவைகுண்டம், தூத்துக்குடி - 628601. 2) மா. ராமன் 14, அரசர்குலவார் கோவில் தெரு, திருவைகுண்டம், தூத்துக்குடி - 628601. 3) வெ. ராமலிங்கம் 24/2, தெற்கு ரதவீதி தெரு, திருவைகுண்டம், தூத்துக்குடி - 628601. xyxy=(1144,1562,1493,1645)
continued-line1: VII- ஆம் பக்கத் xyxy=(1387,137,1482,153)
appointment-entry: துணை அமைப்பாளர்கள் - 1) மோ. செந்தில்வேல் முருகன் 1/35, வடக்கு தெரு, அமிர்தாசூ, ஓட்டப்பிடாரம், தூத்துக்குடி - 628402. 2) மு. பாந்திரஇசக்கிமுத்து 3/104, கிழக்கு தெரு, நயினாரபுரம், ஓட்டப்பிடாரம், தூத்துக்குடி - 628402. 3) ஆ. ஜோதிகுமார் 5/103, நடுத் தெரு, தபாலவிமடம், ஓட்டப்பிடாரம், தூத்துக்குடி - 628402. 4) ரா. பிரேமசிங் 2/69, நவலணி தெரு, தளவாய்புரம், ஓட்டப்பிடாரம், தூத்துக்குடி - 628401. xyxy=(779,603,1126,721)
section-heading: திருவைகுண்டம் கிழக்கு ஒன்றியம் xyxy=(452,1260,721,1280)
appointment-entry: துணை அமைப்பாளர்கள் - 1) கு. பாண்டியுராஜ் 2/10,மேலத்தெரு நரசிம்மபுரம் 2) க. சதீஷ்குமார் 2/70,மேலத்தெரு,நரசிம்மபுரம் 3) இசக்கிராஜ் 2/18, மேலத்தெரு நரசிம்மபுரம் 4) முருகன் 2/85,கிழக்கு தெரு, நரசிம்மபுரம் 5) கு. அய்யப்பராஜ் 2/70, மேலத்தெரு நரசிம்மபுரம் xyxy=(47,1412,394,1496)
appointment-entry: அமைப்பாளர் - த. செம்புலிங்கம் 23, மண்டபத் தெரு, இராயகிரி, தென்காசி மாவட்டம். xyxy=(47,2349,394,2379)
header-rule-left xyxy=(97,72,595,73)
appointment-entry: துணை அமைப்பாளர்கள் - 1) அ. பொன்ராஜன்னணன் 5/6, மெயின் ரோடு, பண்டாரவிளை, தூத்துக்குடி - 628751. 2) ர. ஜான்ஸன் தேவா 7, மன்னரையாந்தெரு, பண்டாரவிளை, தூத்துக்குடி - 628751. 3) ந. மாரியப்பன் 1/2, சுயம்புலிங்கசாமி கோவில் தெரு, பண்டாரவிளை, தூத்துக்குடி - 628751. xyxy=(1144,2194,1493,2277)
appointment-entry: அமைப்பாளர் - மு. வேலாயுதம் 2/115, நெடுத் தெரு, சென்னல்பட்டி, முறப்பநாடு கோவில் பத்து, தூத்துக்குடி - 628252. xyxy=(779,1482,1126,1513)
appointment-entry: அமைப்பாளர் - ப.குமார் 42பி, கடலைமெத்தி கோவில்தெரு வாசுதேவநல்லூர், தென்காசி - 627758 xyxy=(47,1914,394,1945)
section-heading: உடன்குடி கிழக்கு ஒன்றியம் xyxy=(478,540,694,560)
section-heading: ஓட்டப்பிடாரம் வடக்கு ஒன்றியம் xyxy=(823,536,1082,555)
masthead xyxy=(604,57,740,87)
appointment-entry: அமைப்பாளர் - லே. தேத்தர்மாஜு 3/1, மேலத் தெரு, வெள்ளூர், ஸ்ரீவைகுண்டம், தூத்துக்குடி - 628621. xyxy=(413,1632,760,1662)
appointment-entry: துணை அமைப்பாளர்கள் - 1) ரா.ஜெயக்குமார் 4, மண்டகப்படி தெரு வாசுதேவநல்லூர் 627758 2) அ. மாரியப்பன் 8, பாக்ட்ரி அம்மேந்துகார்நடுத்தெரு வாசுதேவநல்லூர் 627758 3) ம.கார்த்திக் 20ஏ கொத்தனார் தெரு வாசுதேவநல்லூர் 627758 xyxy=(47,1952,394,2018)
dateline xyxy=(1257,58,1502,86)
appointment-entry: துணை அமைப்பாளர்கள் - 1) கெ. ஆறுமுகம் 39/77, மேலத் தெரு, வெள்ளூர், ஸ்ரீவைகுண்டம், தூத்துக்குடி - 628621. 2) ஏ. மாரிமுத்து 5/55, நாகுதனையாக காலனி, வெள்ளூர், ஸ்ரீவைகுண்டம், தூத்துக்குடி - 628621. 3) ச. சித்திரைவேல் 144/2, கைலாசபுரம், வரதராஜபுரம், ஸ்ரீவைகுண்டம், தூத்துக்குடி - 628601. 4) இ. சண்முகசுந்தரம் 10, ஆதித்தாஸ்ட்ர் காலனி, தோமுப்பன் பண்ணை, ஸ்ரீவைகுண்டம், தூத்துக்குடி - 628619. xyxy=(413,1670,760,1789)
section-heading: சாத்தான்குளம் மத்திய ஒன்றியம் xyxy=(460,1980,713,2000)
section-heading: ஓட்டப்பிடாரம் மேற்கு ஒன்றியம் xyxy=(824,733,1080,753)
signatory-wing: தி.மு.க. தொழிலாளர் அணி xyxy=(1326,2331,1469,2346)
appointment-entry: அமைப்பாளர் - ஜா. வெள்ளசிங் 3/58, மெயின் ரோடு, வெங்கடேஸ்வரபுரம், ஆலங்கார், தூத்துக்குடி - 628613. xyxy=(779,385,1126,416)
section-heading: கருங்குளம் கிழக்கு ஒன்றியம் xyxy=(838,1651,1066,1671)
